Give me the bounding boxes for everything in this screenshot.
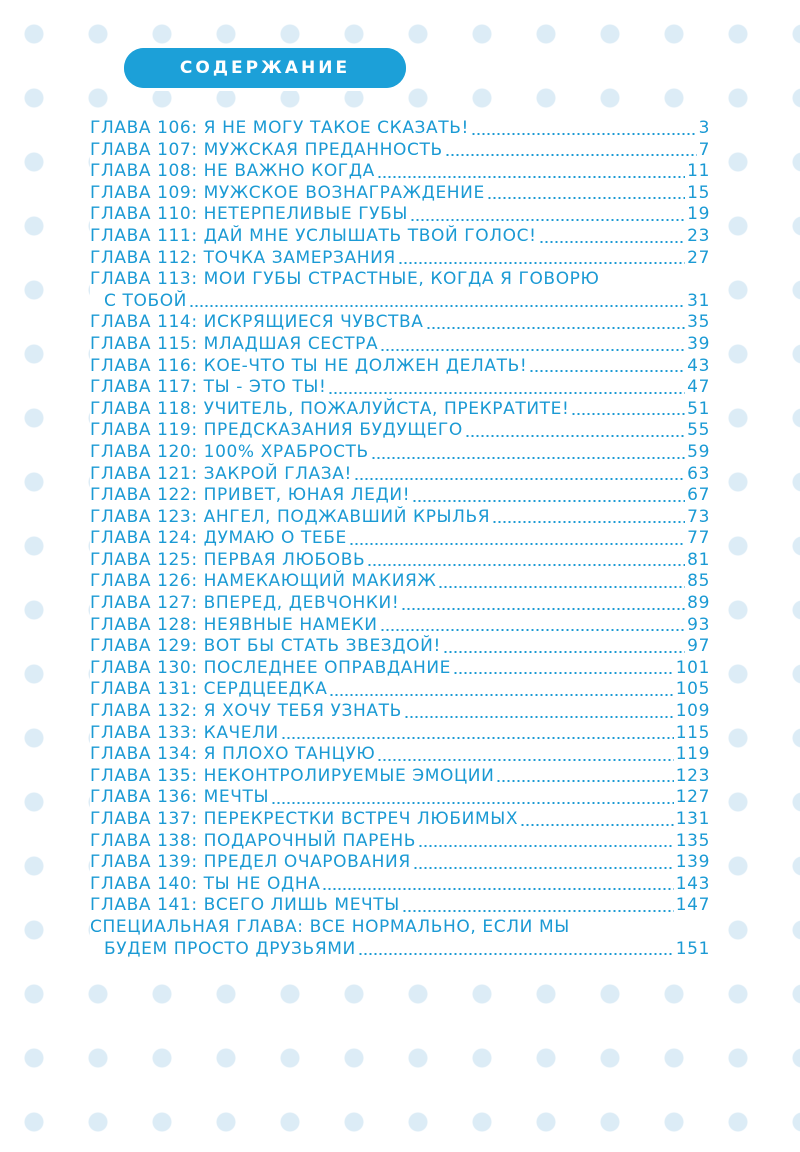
dot-leader bbox=[426, 327, 686, 329]
toc-page-number: 27 bbox=[687, 247, 710, 268]
toc-entry-title: ГЛАВА 115: МЛАДШАЯ СЕСТРА bbox=[90, 333, 379, 354]
dot-leader bbox=[398, 262, 685, 264]
toc-entry-title: ГЛАВА 125: ПЕРВАЯ ЛЮБОВЬ bbox=[90, 549, 366, 570]
dot-leader bbox=[380, 349, 685, 351]
toc-entry bbox=[90, 269, 710, 291]
dot-leader bbox=[418, 845, 674, 847]
toc-entry-title: ГЛАВА 116: КОЕ-ЧТО ТЫ НЕ ДОЛЖЕН ДЕЛАТЬ! bbox=[90, 355, 528, 376]
toc-page-number: 115 bbox=[675, 722, 710, 743]
dot-leader bbox=[529, 370, 685, 372]
toc-entry-title-continuation: БУДЕМ ПРОСТО ДРУЗЬЯМИ bbox=[104, 938, 356, 959]
dot-leader bbox=[367, 564, 685, 566]
toc-page-number: 19 bbox=[687, 204, 710, 225]
toc-entry-continuation bbox=[90, 291, 710, 313]
dot-leader bbox=[487, 197, 685, 199]
toc-page-number: 105 bbox=[675, 679, 710, 700]
toc-entry-title: ГЛАВА 139: ПРЕДЕЛ ОЧАРОВАНИЯ bbox=[90, 852, 411, 873]
toc-entry bbox=[90, 787, 710, 809]
toc-entry bbox=[90, 183, 710, 205]
contents-title: СОДЕРЖАНИЕ bbox=[179, 58, 351, 78]
toc-page-number: 35 bbox=[687, 312, 710, 333]
toc-entry-title: ГЛАВА 110: НЕТЕРПЕЛИВЫЕ ГУБЫ bbox=[90, 204, 408, 225]
toc-entry-title: ГЛАВА 136: МЕЧТЫ bbox=[90, 787, 270, 808]
toc-entry bbox=[90, 571, 710, 593]
toc-entry bbox=[90, 140, 710, 162]
dot-leader bbox=[377, 176, 685, 178]
toc-entry bbox=[90, 312, 710, 334]
dot-leader bbox=[271, 802, 674, 804]
dot-leader bbox=[453, 672, 674, 674]
toc-entry-title: ГЛАВА 118: УЧИТЕЛЬ, ПОЖАЛУЙСТА, ПРЕКРАТИТЕ! bbox=[90, 398, 570, 419]
toc-entry bbox=[90, 744, 710, 766]
toc-entry bbox=[90, 464, 710, 486]
toc-entry bbox=[90, 442, 710, 464]
toc-entry-title: ГЛАВА 137: ПЕРЕКРЕСТКИ ВСТРЕЧ ЛЮБИМЫХ bbox=[90, 809, 519, 829]
toc-page-number: 59 bbox=[687, 441, 710, 462]
dot-leader bbox=[413, 867, 674, 869]
dot-leader bbox=[412, 500, 685, 502]
toc-entry bbox=[90, 118, 710, 140]
toc-page-number: 23 bbox=[687, 225, 710, 246]
dot-leader bbox=[438, 586, 685, 588]
toc-entry-title: ГЛАВА 128: НЕЯВНЫЕ НАМЕКИ bbox=[90, 614, 378, 635]
toc-page-number: 73 bbox=[687, 506, 710, 527]
toc-entry bbox=[90, 550, 710, 572]
toc-entry-title: ГЛАВА 131: СЕРДЦЕЕДКА bbox=[90, 679, 328, 700]
toc-entry-title: ГЛАВА 107: МУЖСКАЯ ПРЕДАННОСТЬ bbox=[90, 139, 443, 160]
toc-page-number: 81 bbox=[687, 549, 710, 570]
toc-page-number: 67 bbox=[687, 485, 710, 506]
toc-page-number: 47 bbox=[687, 377, 710, 398]
toc-entry-title: ГЛАВА 126: НАМЕКАЮЩИЙ МАКИЯЖ bbox=[90, 571, 437, 592]
toc-page-number: 15 bbox=[687, 182, 710, 203]
dot-leader bbox=[492, 521, 685, 523]
toc-entry bbox=[90, 723, 710, 745]
toc-entry bbox=[90, 809, 710, 831]
toc-entry-title: ГЛАВА 111: ДАЙ МНЕ УСЛЫШАТЬ ТВОЙ ГОЛОС! bbox=[90, 225, 537, 246]
toc-page-number: 39 bbox=[687, 333, 710, 354]
dot-leader bbox=[410, 219, 685, 221]
toc-page-number: 139 bbox=[675, 852, 710, 873]
contents-header-badge bbox=[124, 48, 406, 88]
toc-entry bbox=[90, 874, 710, 896]
dot-leader bbox=[322, 888, 673, 890]
toc-entry-title: СПЕЦИАЛЬНАЯ ГЛАВА: ВСЕ НОРМАЛЬНО, ЕСЛИ МЫ bbox=[90, 916, 570, 937]
toc-entry bbox=[90, 636, 710, 658]
toc-page-number: 3 bbox=[698, 118, 710, 138]
dot-leader bbox=[354, 478, 685, 480]
toc-page-number: 109 bbox=[675, 701, 710, 722]
toc-entry bbox=[90, 507, 710, 529]
toc-page-number: 101 bbox=[675, 657, 710, 678]
toc-entry-title: ГЛАВА 138: ПОДАРОЧНЫЙ ПАРЕНЬ bbox=[90, 830, 416, 851]
toc-entry-title: ГЛАВА 133: КАЧЕЛИ bbox=[90, 722, 279, 743]
dot-leader bbox=[465, 435, 685, 437]
toc-entry-title: ГЛАВА 122: ПРИВЕТ, ЮНАЯ ЛЕДИ! bbox=[90, 485, 411, 506]
toc-page-number: 31 bbox=[687, 290, 710, 311]
toc-entry bbox=[90, 917, 710, 939]
dot-leader bbox=[520, 824, 674, 826]
dot-leader bbox=[281, 737, 674, 739]
dot-leader bbox=[401, 608, 685, 610]
toc-entry bbox=[90, 334, 710, 356]
toc-page-number: 7 bbox=[698, 139, 710, 160]
dot-leader bbox=[189, 305, 685, 307]
toc-entry bbox=[90, 204, 710, 226]
dot-leader bbox=[404, 716, 674, 718]
toc-entry bbox=[90, 226, 710, 248]
dot-leader bbox=[349, 543, 685, 545]
toc-page-number: 147 bbox=[675, 895, 710, 916]
toc-entry bbox=[90, 701, 710, 723]
toc-page-number: 151 bbox=[675, 938, 710, 959]
dot-leader bbox=[496, 780, 673, 782]
dot-leader bbox=[328, 392, 685, 394]
toc-entry-title: ГЛАВА 129: ВОТ БЫ СТАТЬ ЗВЕЗДОЙ! bbox=[90, 636, 441, 657]
toc-entry-title: ГЛАВА 120: 100% ХРАБРОСТЬ bbox=[90, 441, 369, 462]
toc-entry bbox=[90, 895, 710, 917]
dot-leader bbox=[402, 910, 674, 912]
table-of-contents bbox=[90, 114, 710, 968]
toc-entry-title: ГЛАВА 134: Я ПЛОХО ТАНЦУЮ bbox=[90, 744, 376, 765]
toc-entry bbox=[90, 161, 710, 183]
dot-leader bbox=[445, 154, 697, 156]
toc-page-number: 93 bbox=[687, 614, 710, 635]
toc-entry-title: ГЛАВА 112: ТОЧКА ЗАМЕРЗАНИЯ bbox=[90, 247, 396, 268]
toc-entry bbox=[90, 399, 710, 421]
toc-entry-title: ГЛАВА 135: НЕКОНТРОЛИРУЕМЫЕ ЭМОЦИИ bbox=[90, 765, 495, 786]
toc-entry-title: ГЛАВА 108: НЕ ВАЖНО КОГДА bbox=[90, 161, 375, 182]
toc-entry-title: ГЛАВА 124: ДУМАЮ О ТЕБЕ bbox=[90, 528, 347, 549]
toc-entry bbox=[90, 766, 710, 788]
toc-entry bbox=[90, 679, 710, 701]
toc-entry bbox=[90, 248, 710, 270]
toc-entry-title: ГЛАВА 109: МУЖСКОЕ ВОЗНАГРАЖДЕНИЕ bbox=[90, 182, 485, 203]
dot-leader bbox=[380, 629, 686, 631]
toc-entry bbox=[90, 528, 710, 550]
toc-page-number: 43 bbox=[687, 355, 710, 376]
toc-page-number: 127 bbox=[675, 787, 710, 808]
toc-page-number: 85 bbox=[687, 571, 710, 592]
toc-entry-title: ГЛАВА 123: АНГЕЛ, ПОДЖАВШИЙ КРЫЛЬЯ bbox=[90, 506, 491, 527]
toc-entry-title: ГЛАВА 114: ИСКРЯЩИЕСЯ ЧУВСТВА bbox=[90, 312, 424, 333]
toc-entry bbox=[90, 852, 710, 874]
toc-page-number: 11 bbox=[687, 161, 710, 182]
toc-entry bbox=[90, 377, 710, 399]
toc-entry-continuation bbox=[90, 939, 710, 961]
toc-page-number: 55 bbox=[687, 420, 710, 441]
dot-leader bbox=[571, 413, 685, 415]
dot-leader bbox=[443, 651, 685, 653]
toc-page-number: 51 bbox=[687, 398, 710, 419]
toc-page-number: 131 bbox=[675, 809, 710, 829]
toc-entry-title: ГЛАВА 140: ТЫ НЕ ОДНА bbox=[90, 873, 321, 894]
toc-entry-title: ГЛАВА 117: ТЫ - ЭТО ТЫ! bbox=[90, 377, 327, 398]
toc-entry bbox=[90, 420, 710, 442]
toc-entry-title: ГЛАВА 130: ПОСЛЕДНЕЕ ОПРАВДАНИЕ bbox=[90, 657, 452, 678]
toc-entry-title: ГЛАВА 141: ВСЕГО ЛИШЬ МЕЧТЫ bbox=[90, 895, 400, 916]
toc-page-number: 143 bbox=[675, 873, 710, 894]
dot-leader bbox=[358, 953, 674, 955]
toc-entry-title: ГЛАВА 106: Я НЕ МОГУ ТАКОЕ СКАЗАТЬ! bbox=[90, 118, 469, 138]
toc-entry bbox=[90, 658, 710, 680]
toc-entry-title: ГЛАВА 121: ЗАКРОЙ ГЛАЗА! bbox=[90, 463, 352, 484]
toc-page-number: 135 bbox=[675, 830, 710, 851]
toc-entry bbox=[90, 485, 710, 507]
toc-page-number: 63 bbox=[687, 463, 710, 484]
dot-leader bbox=[329, 694, 673, 696]
toc-page-number: 77 bbox=[687, 528, 710, 549]
toc-entry-title: ГЛАВА 113: МОИ ГУБЫ СТРАСТНЫЕ, КОГДА Я ГОВОРЮ bbox=[90, 269, 600, 290]
toc-entry-title-continuation: С ТОБОЙ bbox=[104, 290, 187, 311]
toc-page-number: 123 bbox=[675, 765, 710, 786]
toc-page-number: 119 bbox=[675, 744, 710, 765]
toc-entry-title: ГЛАВА 127: ВПЕРЕД, ДЕВЧОНКИ! bbox=[90, 593, 400, 614]
dot-leader bbox=[371, 457, 685, 459]
toc-entry bbox=[90, 356, 710, 378]
toc-entry-title: ГЛАВА 132: Я ХОЧУ ТЕБЯ УЗНАТЬ bbox=[90, 701, 402, 722]
toc-page-number: 89 bbox=[687, 593, 710, 614]
dot-leader bbox=[377, 759, 673, 761]
toc-entry bbox=[90, 593, 710, 615]
toc-entry bbox=[90, 615, 710, 637]
dot-leader bbox=[539, 241, 686, 243]
toc-entry-title: ГЛАВА 119: ПРЕДСКАЗАНИЯ БУДУЩЕГО bbox=[90, 420, 463, 441]
toc-page-number: 97 bbox=[687, 636, 710, 657]
toc-entry bbox=[90, 831, 710, 853]
dot-leader bbox=[471, 133, 697, 135]
